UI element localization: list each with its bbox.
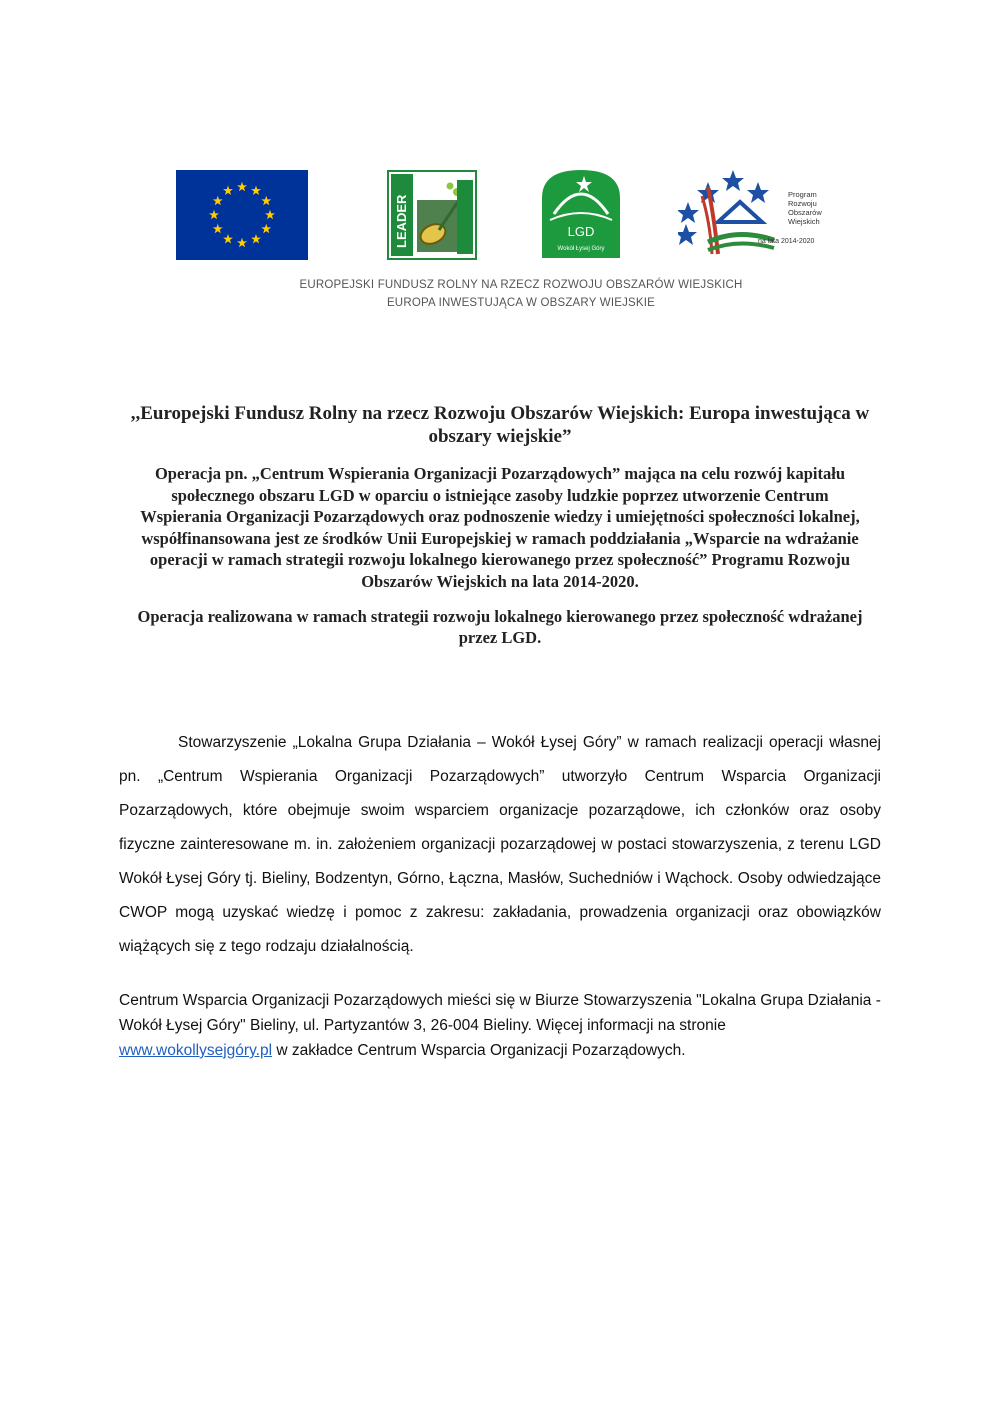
logo-bar <box>0 160 1000 270</box>
lgd-name: Wokół Łysej Góry <box>557 246 605 252</box>
body-paragraph-2 <box>119 988 881 1063</box>
lgd-abbr: LGD <box>567 224 595 239</box>
prow-years: na lata 2014-2020 <box>758 238 815 245</box>
fund-caption-line-2: EUROPA INWESTUJĄCA W OBSZARY WIEJSKIE <box>386 297 656 309</box>
leader-logo-icon <box>387 170 477 260</box>
operation-realization-note: Operacja realizowana w ramach strategii rozwoju lokalnego kierowanego przez społeczność wdrażanej przez LGD. <box>137 607 863 647</box>
operation-description: Operacja pn. „Centrum Wspierania Organizacji Pozarządowych” mająca na celu rozwój kapitału społecznego obszaru LGD w oparciu o istniejące zasoby ludzkie poprzez utworzenie Centrum Wspierania Organizacji Pozarządowych oraz podnoszenie wiedzy i umiejętności społeczności lokalnej, współfinansowana jest ze środków Unii Europejskiej w ramach poddziałania „Wsparcie na wdrażanie operacji w ramach strategii rozwoju lokalnego kierowanego przez społeczność” Programu Rozwoju Obszarów Wiejskich na lata 2014-2020. <box>140 464 860 591</box>
prow-logo <box>678 162 828 262</box>
website-link[interactable]: www.wokollysejgóry.pl <box>119 1042 273 1059</box>
prow-line-4: Wiejskich <box>788 217 820 226</box>
fund-caption-line-1: EUROPEJSKI FUNDUSZ ROLNY NA RZECZ ROZWOJU OBSZARÓW WIEJSKICH <box>299 279 743 291</box>
eu-flag-icon <box>176 170 308 260</box>
paragraph-2-text-end: w zakładce Centrum Wsparcia Organizacji Pozarządowych. <box>272 1042 686 1059</box>
leader-text: LEADER <box>394 194 409 248</box>
paragraph-2-text: Centrum Wsparcia Organizacji Pozarządowych mieści się w Biurze Stowarzyszenia "Lokalna Grupa Działania - Wokół Łysej Góry" Bieliny, ul. Partyzantów 3, 26-004 Bieliny. Więcej informacji na stronie <box>119 992 881 1034</box>
document-title: ,,Europejski Fundusz Rolny na rzecz Rozwoju Obszarów Wiejskich: Europa inwestująca w obszary wiejskie” <box>130 403 870 447</box>
prow-line-2: Rozwoju <box>788 199 817 208</box>
lgd-logo-icon <box>540 168 622 260</box>
prow-emblem-icon <box>678 162 778 262</box>
prow-line-1: Program <box>788 190 817 199</box>
body-paragraph-1: Stowarzyszenie „Lokalna Grupa Działania – Wokół Łysej Góry” w ramach realizacji operacji własnej pn. „Centrum Wspierania Organizacji Pozarządowych” utworzyło Centrum Wsparcia Organizacji Pozarządowych, które obejmuje swoim wsparciem organizacje pozarządowe, ich członków oraz osoby fizyczne zainteresowane m. in. założeniem organizacji pozarządowej w postaci stowarzyszenia, z terenu LGD Wokół Łysej Góry tj. Bieliny, Bodzentyn, Górno, Łączna, Masłów, Suchedniów i Wąchock. Osoby odwiedzające CWOP mogą uzyskać wiedzę i pomoc z zakresu: zakładania, prowadzenia organizacji oraz obowiązków wiążących się z tego rodzaju działalnością. <box>119 734 881 955</box>
prow-line-3: Obszarów <box>788 208 822 217</box>
prow-name <box>788 190 822 226</box>
